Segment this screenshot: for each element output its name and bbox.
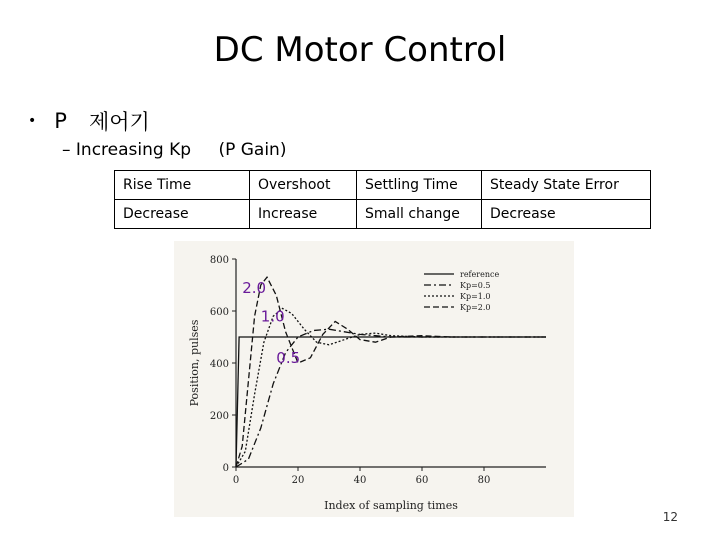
- series-line-3: [236, 277, 546, 467]
- page-number: 12: [662, 510, 678, 524]
- bullet-text: P: [54, 109, 67, 133]
- y-tick-label: 200: [209, 411, 229, 422]
- chart-svg: [174, 241, 574, 517]
- table-header-row: [115, 171, 651, 200]
- slide-title: DC Motor Control: [213, 30, 507, 70]
- gain-effects-table: [114, 170, 651, 229]
- sub-bullet-text: Increasing Kp: [75, 140, 192, 160]
- legend-label: Kp=0.5: [460, 281, 491, 290]
- sub-bullet: [62, 140, 286, 160]
- legend-label: Kp=2.0: [460, 303, 491, 312]
- x-tick-label: 80: [477, 475, 491, 486]
- sub-bullet-note: (P Gain): [218, 140, 287, 160]
- x-tick-label: 40: [353, 475, 367, 486]
- y-tick-label: 600: [209, 307, 229, 318]
- sub-bullet-dash: –: [62, 140, 71, 160]
- y-tick-label: 800: [209, 255, 229, 266]
- table-cell: Increase: [250, 200, 357, 229]
- x-axis-label: Index of sampling times: [324, 499, 458, 512]
- table-cell: Small change: [357, 200, 482, 229]
- table-cell: Steady State Error: [482, 171, 651, 200]
- x-tick-label: 0: [232, 475, 240, 486]
- y-tick-label: 0: [222, 463, 229, 474]
- legend-label: reference: [460, 270, 500, 279]
- legend-label: Kp=1.0: [460, 292, 491, 301]
- bullet-dot-icon: •: [28, 113, 37, 129]
- table-cell: Decrease: [115, 200, 250, 229]
- table-row: [115, 200, 651, 229]
- series-line-2: [236, 308, 546, 467]
- x-tick-label: 20: [291, 475, 305, 486]
- table-cell: Decrease: [482, 200, 651, 229]
- y-tick-label: 400: [209, 359, 229, 370]
- bullet-p-controller: [28, 106, 150, 136]
- y-axis-label: Position, pulses: [188, 319, 201, 407]
- table-cell: Rise Time: [115, 171, 250, 200]
- gain-annotation: 1.0: [260, 307, 285, 326]
- x-tick-label: 60: [415, 475, 429, 486]
- gain-annotation: 2.0: [242, 278, 267, 297]
- gain-annotation: 0.5: [276, 349, 301, 367]
- bullet-korean-text: 제어기: [88, 110, 150, 134]
- step-response-chart: [174, 241, 574, 517]
- table-cell: Settling Time: [357, 171, 482, 200]
- table-cell: Overshoot: [250, 171, 357, 200]
